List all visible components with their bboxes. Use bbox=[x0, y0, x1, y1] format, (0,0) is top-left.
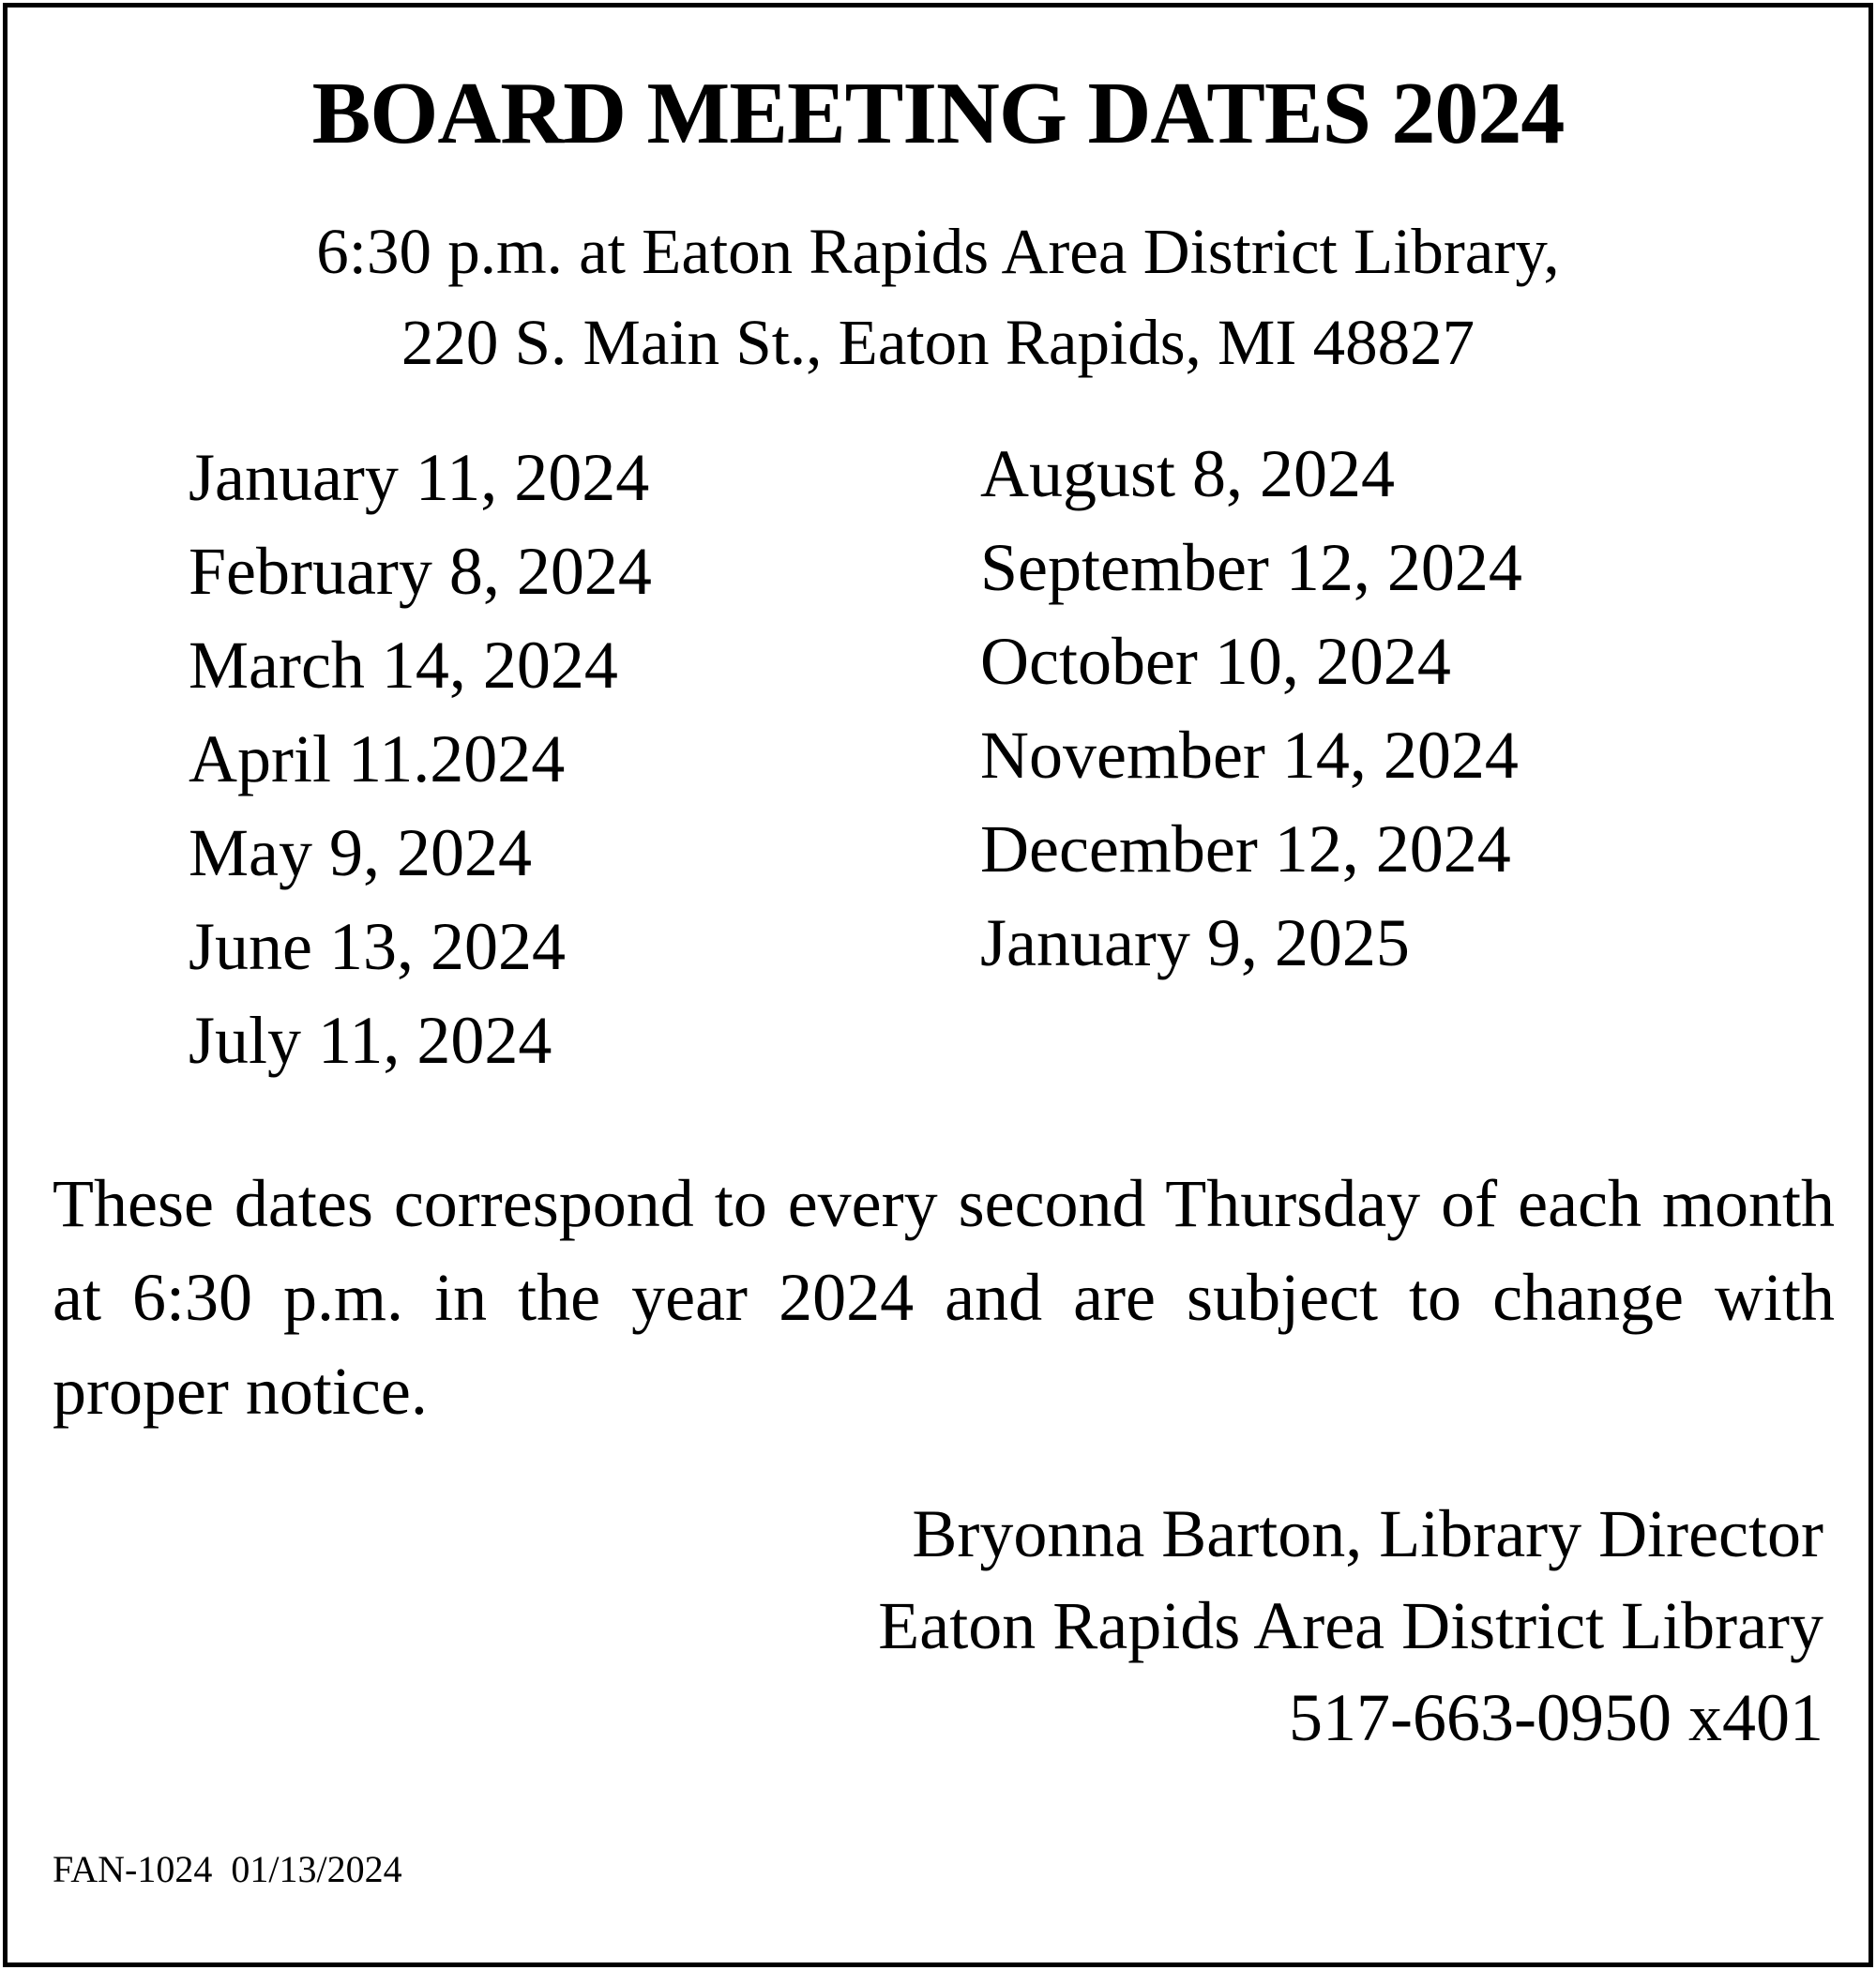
meeting-date: April 11.2024 bbox=[189, 721, 566, 796]
meeting-date: August 8, 2024 bbox=[980, 436, 1396, 511]
location-line-time-venue: 6:30 p.m. at Eaton Rapids Area District Library, bbox=[316, 216, 1560, 287]
meeting-location bbox=[8, 206, 1868, 388]
dates-column-left bbox=[189, 431, 652, 1087]
meeting-date: February 8, 2024 bbox=[189, 534, 652, 609]
notice-frame bbox=[3, 3, 1873, 1967]
signer-phone: 517-663-0950 x401 bbox=[1289, 1680, 1823, 1755]
meeting-date: September 12, 2024 bbox=[980, 530, 1522, 605]
meeting-date: December 12, 2024 bbox=[980, 811, 1511, 886]
meeting-date: January 9, 2025 bbox=[980, 905, 1410, 980]
signer-organization: Eaton Rapids Area District Library bbox=[878, 1588, 1823, 1663]
meeting-date: July 11, 2024 bbox=[189, 1003, 552, 1078]
meeting-date: October 10, 2024 bbox=[980, 624, 1451, 699]
location-line-address: 220 S. Main St., Eaton Rapids, MI 48827 bbox=[401, 307, 1475, 378]
publication-reference: FAN-1024 01/13/2024 bbox=[53, 1848, 402, 1890]
meeting-date: June 13, 2024 bbox=[189, 909, 566, 984]
meeting-date: November 14, 2024 bbox=[980, 718, 1519, 793]
meeting-date: March 14, 2024 bbox=[189, 628, 618, 703]
schedule-note: These dates correspond to every second Thursday of each month at 6:30 p.m. in the year 2024 and are subject to change with proper notice. bbox=[53, 1166, 1835, 1429]
signature-block bbox=[878, 1488, 1823, 1764]
page-title: BOARD MEETING DATES 2024 bbox=[311, 65, 1565, 162]
meeting-date: May 9, 2024 bbox=[189, 815, 532, 890]
dates-column-right bbox=[980, 427, 1522, 990]
meeting-date: January 11, 2024 bbox=[189, 440, 650, 515]
signer-name-title: Bryonna Barton, Library Director bbox=[912, 1496, 1823, 1571]
